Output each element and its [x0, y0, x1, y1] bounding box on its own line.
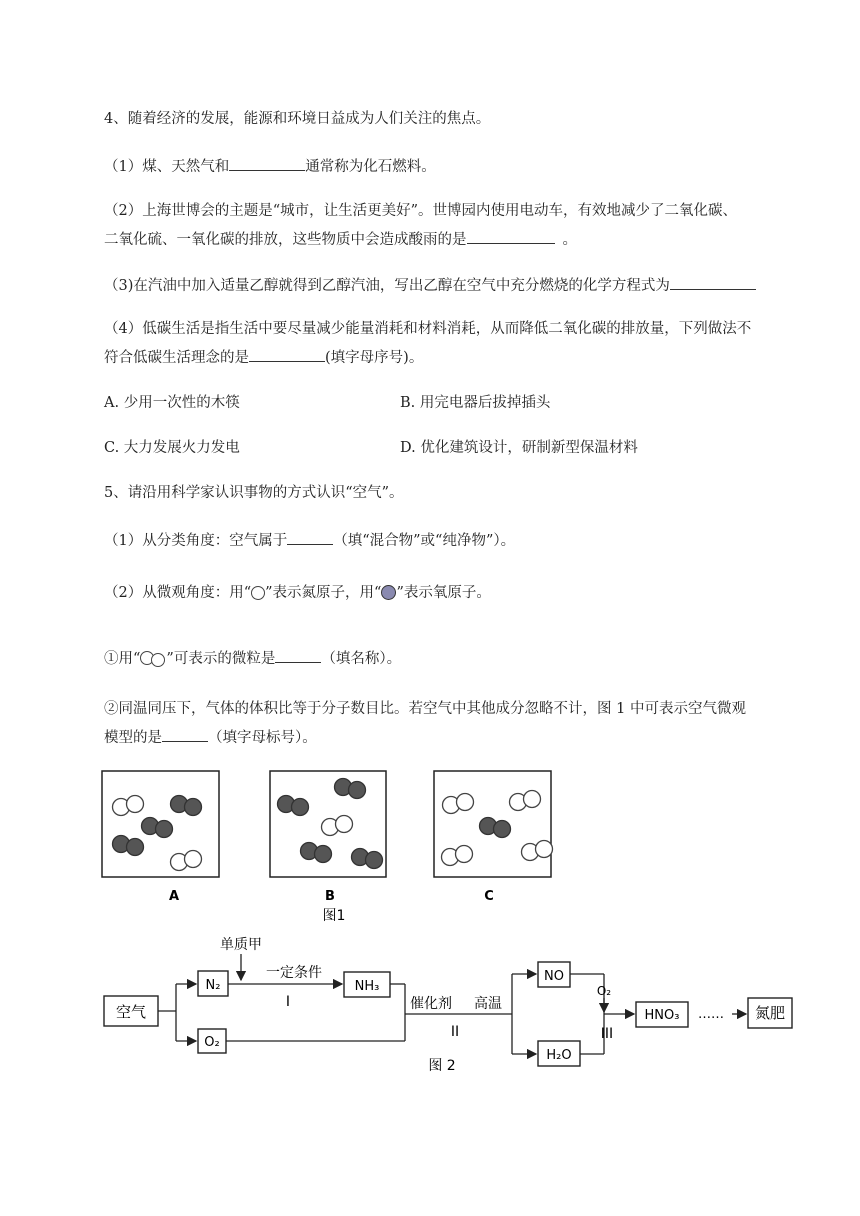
figure1-caption: 图1 — [322, 908, 346, 924]
answer-blank[interactable] — [275, 647, 321, 663]
n2-label: N₂ — [205, 978, 221, 993]
label-b: B — [325, 889, 335, 904]
option-b[interactable]: B. 用完电器后拔掉插头 — [400, 395, 551, 411]
step1-label: I — [285, 994, 291, 1010]
q4-part1: （1）煤、天然气和 通常称为化石燃料。 — [104, 155, 436, 177]
figure1 — [0, 760, 860, 930]
reagent-label: 单质甲 — [220, 937, 262, 953]
q5-part2: （2）从微观角度：用“ ”表示氮原子，用“ ”表示氧原子。 — [104, 585, 491, 601]
option-c[interactable]: C. 大力发展火力发电 — [104, 440, 240, 456]
q5-sub1: ①用“ ”可表示的微粒是 （填名称）。 — [104, 647, 401, 669]
q5-sub2-line1: ②同温同压下，气体的体积比等于分子数目比。若空气中其他成分忽略不计，图 1 中可表示空气微观 — [104, 701, 746, 717]
label-a: A — [168, 889, 180, 904]
label-c: C — [484, 889, 494, 904]
hno3-label: HNO₃ — [644, 1008, 680, 1023]
figure2-caption: 图 2 — [428, 1058, 456, 1074]
h2o-label: H₂O — [546, 1048, 572, 1063]
o2-label: O₂ — [204, 1035, 220, 1050]
step3-label: III — [600, 1026, 614, 1042]
figure2 — [0, 930, 860, 1080]
option-d[interactable]: D. 优化建筑设计，研制新型保温材料 — [400, 440, 638, 456]
step2-label: II — [450, 1024, 460, 1040]
q5-stem: 5、请沿用科学家认识事物的方式认识“空气”。 — [104, 485, 404, 501]
ellipsis-label: …… — [698, 1007, 724, 1022]
answer-blank[interactable] — [670, 274, 756, 290]
fertilizer-label: 氮肥 — [754, 1004, 786, 1022]
answer-blank[interactable] — [249, 346, 325, 362]
answer-blank[interactable] — [467, 228, 555, 244]
q4-part3: （3)在汽油中加入适量乙醇就得到乙醇汽油，写出乙醇在空气中充分燃烧的化学方程式为 — [104, 274, 756, 296]
answer-blank[interactable] — [162, 726, 208, 742]
answer-blank[interactable] — [229, 155, 305, 171]
q4-stem: 4、随着经济的发展，能源和环境日益成为人们关注的焦点。 — [104, 111, 491, 127]
catalyst-label: 催化剂 — [410, 996, 452, 1012]
q4-part4-line1: （4）低碳生活是指生活中要尽量减少能量消耗和材料消耗，从而降低二氧化碳的排放量，下列做法不 — [104, 321, 752, 337]
answer-blank[interactable] — [287, 529, 333, 545]
q5-sub2-line2: 模型的是 （填字母标号）。 — [104, 726, 317, 748]
air-label: 空气 — [115, 1003, 147, 1021]
high-temp-label: 高温 — [474, 996, 502, 1012]
q4-part2-line2: 二氧化硫、一氧化碳的排放，这些物质中会造成酸雨的是 。 — [104, 228, 577, 250]
q4-part2-line1: （2）上海世博会的主题是“城市，让生活更美好”。世博园内使用电动车，有效地减少了二氧化碳、 — [104, 203, 738, 219]
option-a[interactable]: A. 少用一次性的木筷 — [104, 395, 240, 411]
nitrogen-atom-icon — [251, 586, 265, 600]
condition1-label: 一定条件 — [266, 965, 322, 981]
q4-part4-line2: 符合低碳生活理念的是 (填字母序号)。 — [104, 346, 423, 368]
oxygen-atom-icon — [381, 585, 396, 600]
o2-top-label: O₂ — [596, 984, 612, 998]
q5-part1: （1）从分类角度：空气属于 （填“混合物”或“纯净物”）。 — [104, 529, 515, 551]
no-label: NO — [544, 969, 564, 984]
nitrogen-molecule-icon — [140, 651, 166, 667]
nh3-label: NH₃ — [354, 979, 380, 994]
